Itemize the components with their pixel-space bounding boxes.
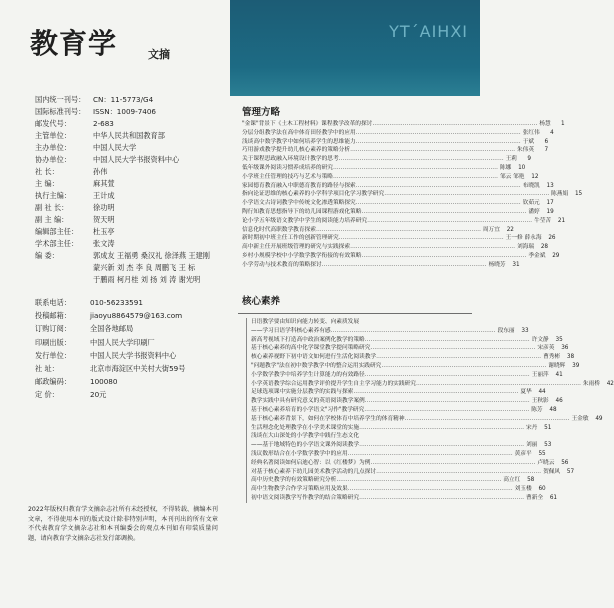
toc-entry[interactable] [242, 182, 554, 191]
toc-entry-page: 39 [572, 362, 580, 369]
toc-entry-author: 黄彦平 [514, 450, 532, 457]
toc-leader-dots [381, 362, 546, 371]
contents-column [230, 0, 614, 608]
toc-entry-author: 卢晓云 [537, 459, 555, 466]
toc-entry-author: 曹秀彬 [543, 354, 561, 361]
toc-entry-title: 小学劳动与技术教育的策略探讨 [242, 261, 322, 268]
contact-label: 定 价： [35, 390, 59, 400]
section-divider [238, 313, 472, 314]
contact-value: 100080 [90, 377, 118, 387]
toc-entry-title: 乡村小规模学校中小学数学教学衔接的有效策略 [242, 252, 362, 259]
toc-entry-page: 29 [552, 252, 560, 259]
toc-entry-title: 足球选项课中实施分层教学的实践与探索 [251, 389, 354, 396]
toc-entry[interactable] [251, 344, 569, 353]
toc-entry-page: 10 [518, 164, 526, 171]
toc-leader-dots [376, 353, 541, 362]
toc-entry-author: 布晓凯 [522, 182, 540, 189]
meta-row [35, 154, 230, 166]
toc-leader-dots [364, 406, 529, 415]
contact-value: 010-56233591 [90, 298, 143, 307]
toc-leader-dots [416, 380, 581, 389]
toc-entry-title: 小学班主任管理的技巧与艺术与策略 [242, 173, 333, 180]
toc-entry-page: 51 [544, 424, 552, 431]
toc-entry-page: 26 [548, 235, 556, 242]
toc-entry[interactable] [251, 388, 546, 397]
contact-label: 订购订阅： [35, 324, 71, 334]
toc-entry-author: 周万宜 [482, 226, 500, 233]
toc-entry-author: 许文静 [531, 336, 549, 343]
toc-entry-author: 谢晓辉 [548, 362, 566, 369]
toc-entry-author: 陈芳 [531, 406, 543, 413]
toc-entry-page: 28 [540, 244, 549, 251]
toc-entry[interactable] [251, 353, 575, 362]
toc-entry-title: 关于课程思政融入环境设计教学的思考 [242, 156, 339, 163]
contact-row [35, 322, 185, 335]
meta-row [35, 250, 230, 262]
toc-entry-page: 58 [527, 477, 535, 484]
meta-label: 国内统一刊号： [35, 95, 86, 104]
toc-leader-dots [376, 468, 541, 477]
toc-entry-title: 论小学五年级语文教学中学生的阅读能力培养研究 [242, 217, 368, 224]
toc-leader-dots [405, 415, 570, 424]
toc-entry-title: 经典名著阅读如何启迪心智：以《红楼梦》为例 [251, 459, 371, 466]
toc-entry-page: 41 [555, 371, 563, 378]
meta-value: 贺天明 [93, 215, 115, 224]
toc-entry-page: 4 [550, 129, 554, 136]
meta-value: 孙伟 [93, 167, 108, 176]
toc-entry-author: 夏华 [520, 389, 532, 396]
toc-entry-author: 王金敏 [571, 415, 589, 422]
meta-label: 学术部主任： [35, 239, 79, 248]
contact-value: jiaoyu8864579@163.com [90, 311, 183, 321]
meta-label: 副 社 长： [35, 203, 69, 212]
toc-leader-dots [359, 494, 524, 503]
publication-info [35, 94, 230, 286]
contact-value: 中国人民大学书报资料中心 [90, 350, 177, 360]
toc-entry[interactable] [251, 476, 535, 485]
toc-leader-dots [350, 146, 515, 155]
toc-entry-page: 46 [555, 398, 563, 405]
toc-leader-dots [359, 424, 524, 433]
meta-value: ISSN：1009-7406 [93, 107, 156, 116]
toc-entry[interactable] [251, 485, 546, 494]
toc-entry-title: 浅谈高中数学教学中如何培养学生的思维能力 [242, 138, 356, 145]
toc-leader-dots [331, 327, 496, 336]
contact-info [35, 296, 185, 402]
meta-value: 杜玉亭 [93, 227, 115, 236]
toc-entry-page: 38 [566, 354, 575, 361]
toc-entry-title: 陶行知教育思想指导下的幼儿园课程游戏化策略 [242, 208, 362, 215]
toc-entry-page: 49 [595, 415, 603, 422]
contact-label: 联系电话： [35, 298, 71, 307]
toc-entry-page: 15 [574, 191, 583, 198]
meta-value: CN：11-5773/G4 [93, 95, 154, 104]
meta-label: 主办单位： [35, 143, 71, 152]
toc-entry-author: 段东丽 [497, 327, 515, 334]
toc-entry-page: 48 [549, 406, 557, 413]
contact-row [35, 336, 185, 349]
toc-entry-title: ——基于地域特色的小学语文课外阅读教学 [251, 442, 360, 449]
toc-entry[interactable] [242, 243, 549, 252]
meta-label: 执行主编： [35, 191, 71, 200]
toc-leader-dots [322, 261, 487, 270]
toc-entry-page: 31 [512, 261, 520, 268]
contact-label: 印刷出版： [35, 337, 71, 347]
toc-entry[interactable] [242, 199, 554, 208]
meta-value: 中国人民大学书报资料中心 [93, 155, 180, 164]
toc-leader-dots [350, 243, 515, 252]
meta-row [35, 130, 230, 142]
toc-entry-author: 宋彦英 [537, 345, 555, 352]
toc-leader-dots [356, 182, 521, 191]
toc-entry[interactable] [251, 362, 580, 371]
meta-label: 副 主 编： [35, 215, 69, 224]
meta-value: 2-683 [93, 119, 114, 128]
toc-entry-page: 22 [506, 226, 514, 233]
meta-row [35, 274, 230, 286]
toc-entry-title: 浅谈在大山深处的小学教学中践行生态文化 [251, 433, 360, 440]
toc-entry-title: 低年级课外阅读习惯养成培养的研究 [242, 164, 333, 171]
toc-entry-page: 17 [546, 200, 554, 207]
toc-leader-dots [356, 129, 521, 138]
toc-leader-dots [339, 234, 504, 243]
toc-entry-title: 小学英语教学综合运用教学评价提升学生自主学习能力的实践研究 [251, 380, 416, 387]
meta-row [35, 142, 230, 154]
toc-entry-title: 小学语文古诗词教学中传统文化渗透策略探究 [242, 200, 356, 207]
meta-label: 主 编： [35, 179, 59, 188]
toc-entry[interactable] [251, 327, 529, 336]
toc-entry-author: 杨慧 [539, 121, 551, 127]
toc-entry[interactable] [242, 234, 556, 243]
toc-entry-page: 42 [606, 380, 614, 387]
toc-entry-author: 邹云 邹艳 [499, 173, 525, 180]
toc-entry-title: 生活理念化处理教学在小学美术课堂的实施 [251, 424, 360, 431]
toc-entry[interactable] [251, 397, 563, 406]
toc-entry-author: 王莉 [505, 156, 517, 163]
journal-title: 教育学 [30, 27, 118, 60]
meta-value: 于鹏雨 柯月桂 刘 扬 刘 涛 谢光明 [93, 275, 201, 284]
cover-banner [230, 0, 480, 96]
toc-entry[interactable] [242, 190, 583, 199]
toc-leader-dots [339, 155, 504, 164]
meta-label: 国际标准刊号： [35, 107, 86, 116]
toc-leader-dots [367, 217, 532, 226]
meta-row [35, 214, 230, 226]
copyright-notice: 2022年版权归教育学文摘杂志社所有未经授权，不得转载、摘编本刊文章，不得使用本刊的版式设计除非特别声明，本刊刊出的所有文章不代表教育学文摘杂志社和本刊编委会的观点本刊如有印装质量问题，请向教育学文摘杂志社发行部调换。 [28, 506, 218, 542]
meta-label: 邮发代号： [35, 119, 71, 128]
toc-entry-title: 新高考视域下打造高中政治案例化教学的策略 [251, 336, 365, 343]
toc-core-literacy [246, 318, 614, 503]
toc-entry[interactable] [251, 380, 614, 389]
toc-entry-author: 高立红 [503, 477, 521, 484]
section-title-management: 管理方略 [242, 107, 281, 118]
toc-entry[interactable] [251, 415, 603, 424]
contact-value: 中国人民大学印刷厂 [90, 337, 155, 347]
meta-value: 张文涛 [93, 239, 115, 248]
journal-subtitle: 文摘 [148, 48, 170, 61]
contact-value: 20元 [90, 390, 107, 400]
toc-entry-title: 家园德育教育融入中职德育教育的路径与探索 [242, 182, 356, 189]
toc-entry-page: 1 [561, 121, 565, 127]
toc-entry-page: 33 [521, 327, 529, 334]
toc-entry-page: 53 [544, 442, 552, 449]
toc-entry-title: 日语教学要由知识向能力转变、向素质发展 [251, 319, 360, 325]
toc-entry[interactable] [242, 129, 554, 138]
toc-entry[interactable] [242, 261, 520, 270]
toc-entry[interactable] [242, 226, 514, 235]
toc-entry[interactable] [242, 120, 565, 129]
contact-row [35, 309, 185, 322]
meta-value: 郭成友 王福勇 桑汉礼 徐泽燕 王建刚 [93, 251, 210, 260]
toc-entry-author: 朱伟英 [517, 147, 535, 154]
toc-entry[interactable] [251, 371, 563, 380]
toc-entry-page: 35 [555, 336, 563, 343]
toc-entry-page: 12 [531, 173, 539, 180]
toc-entry[interactable] [242, 252, 560, 261]
toc-leader-dots [353, 388, 518, 397]
contact-value: 北京市海淀区中关村大街59号 [90, 364, 186, 374]
toc-entry[interactable] [251, 406, 557, 415]
toc-entry[interactable] [242, 217, 566, 226]
toc-entry-author: 朱雨桥 [582, 380, 600, 387]
toc-entry-title: 信息化时代高职数学教育探索 [242, 226, 316, 233]
toc-entry[interactable] [251, 468, 575, 477]
contact-value: 全国各地邮局 [90, 324, 134, 334]
toc-leader-dots [348, 450, 513, 459]
toc-entry[interactable] [251, 424, 552, 433]
toc-leader-dots [365, 371, 530, 380]
meta-label: 编辑部主任： [35, 227, 79, 236]
contact-row [35, 296, 185, 309]
toc-entry[interactable] [251, 459, 569, 468]
toc-leader-dots [333, 164, 498, 173]
meta-row [35, 262, 230, 274]
toc-entry-title: "问题教学"法在初中数学教学中的整合运用实践研究 [251, 362, 382, 369]
toc-entry[interactable] [242, 138, 549, 147]
meta-label [35, 262, 93, 274]
meta-row [35, 178, 230, 190]
toc-leader-dots [356, 199, 521, 208]
toc-entry-title: 指向论证思维的核心素养的小学科学项目化学习教学研究 [242, 191, 385, 198]
toc-leader-dots [316, 226, 481, 235]
toc-entry-title: 高中生物教学合作学习策略应用及效果 [251, 486, 348, 493]
toc-entry-page: 13 [546, 182, 554, 189]
toc-entry-page: 44 [538, 389, 546, 396]
toc-entry[interactable] [242, 164, 526, 173]
toc-entry-author: 王秋影 [531, 398, 549, 405]
contact-label: 发行单位： [35, 350, 71, 360]
contact-label: 社 址： [35, 364, 59, 374]
toc-entry-author: 贺佩风 [543, 468, 561, 475]
toc-entry-page: 55 [538, 450, 546, 457]
meta-label: 编 委： [35, 251, 59, 260]
toc-entry-title: 基于核心素养的高中化学课堂教学提问策略研究 [251, 345, 371, 352]
toc-entry[interactable] [251, 432, 477, 441]
toc-entry-author: 陈娜 [499, 164, 512, 171]
meta-row [35, 118, 230, 130]
masthead-column [0, 0, 230, 608]
meta-row [35, 226, 230, 238]
toc-leader-dots [361, 252, 526, 261]
banner-text: ΥΤ΄ΑΙΗΧΙ [389, 22, 468, 41]
toc-entry-author: 宋丹 [526, 424, 538, 431]
toc-entry-title: 高中新主任开展班级管理的研究与实践探索 [242, 244, 351, 251]
toc-entry[interactable] [242, 155, 531, 164]
toc-entry-page: 6 [544, 138, 549, 145]
toc-leader-dots [361, 208, 526, 217]
meta-value: 王计成 [93, 191, 115, 200]
meta-label: 协办单位： [35, 155, 71, 164]
toc-leader-dots [372, 120, 537, 129]
toc-entry-title: "金课"背景下《土木工程材料》课程教学改革的探讨 [242, 121, 373, 127]
toc-entry[interactable] [251, 318, 477, 327]
section-title-core-literacy: 核心素养 [242, 296, 281, 307]
toc-entry-title: 新时期初中班主任工作的创新管理研究 [242, 235, 339, 242]
toc-entry-author: 张红伟 [522, 129, 540, 136]
toc-leader-dots [348, 485, 513, 494]
toc-entry-title: 巧用游戏教学提升幼儿核心素养的策略分析 [242, 147, 351, 154]
meta-row [35, 190, 230, 202]
toc-entry-author: 潘婷 [528, 208, 540, 215]
toc-entry-author: 于斌 [522, 138, 535, 145]
toc-entry-title: 高中历史教学的有效策略研究分析 [251, 477, 337, 484]
meta-row [35, 94, 230, 106]
toc-entry-author: 牛莹苦 [534, 217, 552, 224]
toc-entry[interactable] [251, 441, 552, 450]
toc-entry-page: 61 [549, 494, 558, 501]
meta-row [35, 238, 230, 250]
toc-entry-title: ——学习日语学科核心素养有感 [251, 327, 331, 334]
toc-entry-author: 王丽萍 [531, 371, 549, 378]
toc-entry-title: 对基于核心素养下幼儿园美术教学活动的几点探讨 [251, 468, 377, 475]
toc-entry-title: 教学实践中具有研究意义的英语阅读教学案例 [251, 398, 365, 405]
toc-entry-page: 7 [544, 147, 549, 154]
contact-row [35, 362, 185, 375]
toc-entry[interactable] [242, 208, 554, 217]
meta-value: 中华人民共和国教育部 [93, 131, 165, 140]
toc-entry-author: 刘丽 [526, 442, 538, 449]
meta-value: 中国人民大学 [93, 143, 137, 152]
toc-entry-page: 56 [561, 459, 569, 466]
contact-label: 邮政编码： [35, 377, 71, 387]
toc-leader-dots [365, 336, 530, 345]
contact-row [35, 375, 185, 388]
contact-row [35, 349, 185, 362]
toc-leader-dots [365, 397, 530, 406]
toc-management [242, 120, 583, 270]
toc-entry-author: 刘海瑞 [517, 244, 535, 251]
toc-leader-dots [370, 344, 535, 353]
toc-entry-author: 曹新全 [526, 494, 544, 501]
toc-leader-dots [384, 190, 549, 199]
toc-entry-page: 19 [546, 208, 554, 215]
toc-entry-page: 21 [557, 217, 566, 224]
toc-entry-author: 杨晓芳 [488, 261, 506, 268]
toc-entry-title: 分层分组教学法在高中体育田径教学中的应用 [242, 129, 356, 136]
meta-row [35, 106, 230, 118]
meta-row [35, 202, 230, 214]
toc-entry-author: 刘玉楼 [514, 486, 532, 493]
toc-entry-page: 60 [538, 486, 546, 493]
toc-entry-page: 36 [561, 345, 569, 352]
toc-entry-title: 浅议数形结合在小学数学教学中的应用 [251, 450, 348, 457]
meta-row [35, 166, 230, 178]
toc-entry-title: 核心素养视野下初中语文如何进行生活化阅读教学 [251, 354, 377, 361]
toc-leader-dots [356, 138, 521, 147]
toc-entry-page: 57 [566, 468, 575, 475]
toc-entry[interactable] [251, 450, 546, 459]
meta-value: 麻其萱 [93, 179, 115, 188]
toc-entry-page: 9 [527, 156, 531, 163]
toc-leader-dots [359, 441, 524, 450]
toc-entry-title: 基于核心素养培育的小学语文"习作"教学研究 [251, 406, 365, 413]
contact-label: 投稿邮箱： [35, 311, 71, 321]
toc-leader-dots [333, 173, 498, 182]
toc-entry[interactable] [251, 494, 558, 503]
meta-label [35, 274, 93, 286]
toc-leader-dots [370, 459, 535, 468]
meta-value: 徐功明 [93, 203, 115, 212]
toc-leader-dots [336, 476, 501, 485]
toc-entry[interactable] [242, 146, 549, 155]
toc-entry-author: 季金斌 [528, 252, 546, 259]
meta-label: 主管单位： [35, 131, 71, 140]
toc-entry-title: 基于核心素养背景下，如何在学校体育中培养学生的体育精神 [251, 415, 405, 422]
toc-entry[interactable] [242, 173, 539, 182]
meta-value: 蒙兴新 刘 杰 李 良 周鹏飞 王 标 [93, 263, 196, 272]
meta-label: 社 长： [35, 167, 59, 176]
contact-row [35, 388, 185, 401]
toc-entry-title: 小学数学教学中培养学生计算能力的有效路径 [251, 371, 365, 378]
toc-entry[interactable] [251, 336, 563, 345]
toc-entry-author: 王一修 薛永海 [505, 235, 542, 242]
toc-entry-author: 陈燕娟 [551, 191, 569, 198]
toc-entry-author: 钦茹元 [522, 200, 540, 207]
toc-entry-title: 初中语文阅读教学写作教学的结合策略研究 [251, 494, 360, 501]
